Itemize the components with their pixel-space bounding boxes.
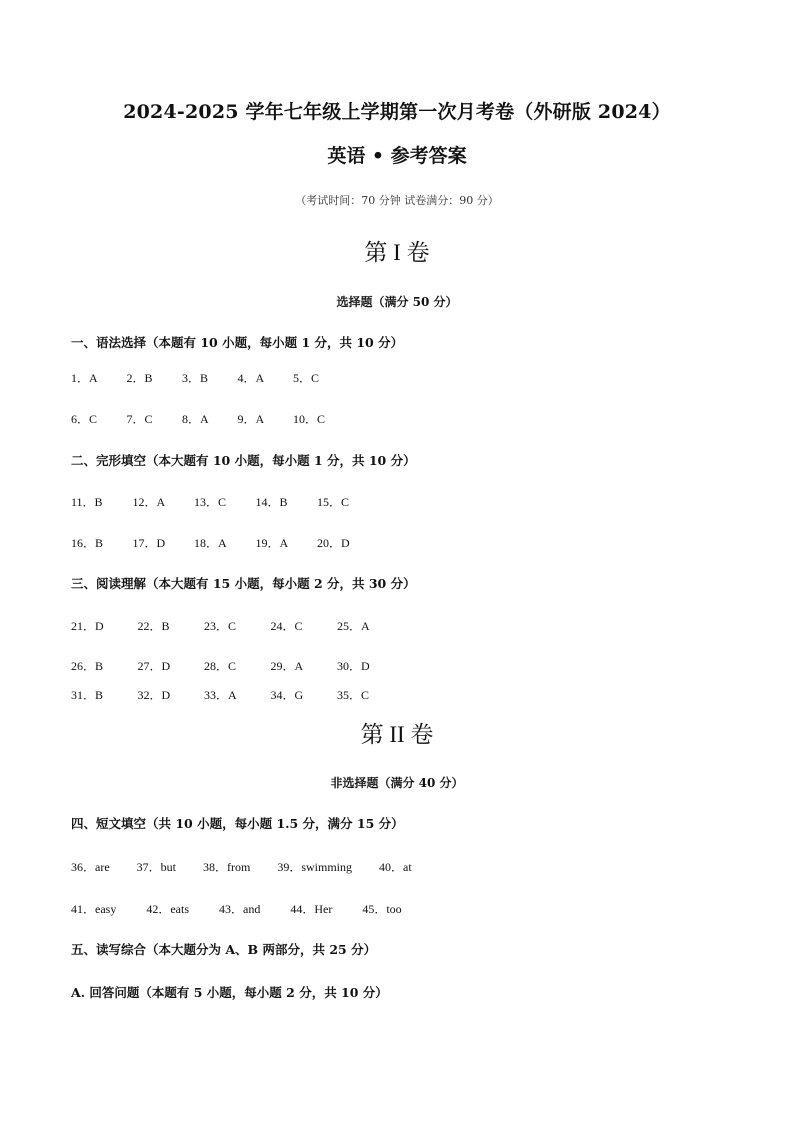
answer-item: 27．D — [137, 659, 171, 673]
answer-item: 15．C — [317, 495, 350, 509]
answer-item: 31．B — [71, 688, 104, 702]
answer-item: 41．easy — [71, 902, 117, 916]
volume-2-section-title: 非选择题（满分 40 分） — [330, 776, 464, 790]
answer-item: 17．D — [132, 536, 166, 550]
answer-item: 22．B — [137, 619, 170, 633]
answer-item: 10．C — [293, 412, 326, 426]
part-5a-title: A. 回答问题（本题有 5 小题，每小题 2 分，共 10 分） — [71, 985, 388, 1000]
answer-row — [71, 657, 404, 674]
answer-item: 43．and — [219, 902, 261, 916]
answer-item: 35．C — [337, 688, 370, 702]
exam-info: （考试时间：70 分钟 试卷满分：90 分） — [295, 194, 499, 207]
answer-item: 42．eats — [146, 902, 189, 916]
answer-item: 2．B — [126, 371, 153, 385]
part-5-title: 五、读写综合（本大题分为 A、B 两部分，共 25 分） — [71, 942, 377, 957]
answer-row — [71, 369, 349, 386]
answer-item: 19．A — [255, 536, 289, 550]
answer-item: 3．B — [182, 371, 209, 385]
answer-item: 28．C — [204, 659, 237, 673]
document-subtitle: 英语 • 参考答案 — [327, 145, 467, 167]
answer-item: 21．D — [71, 619, 104, 633]
answer-item: 1．A — [71, 371, 98, 385]
answer-item: 12．A — [132, 495, 166, 509]
answer-item: 7．C — [126, 412, 153, 426]
answer-item: 4．A — [237, 371, 265, 385]
answer-item: 13．C — [194, 495, 227, 509]
answer-item: 18．A — [194, 536, 227, 550]
answer-item: 9．A — [237, 412, 265, 426]
answer-row — [71, 534, 379, 551]
answer-item: 36．are — [71, 860, 110, 874]
answer-item: 26．B — [71, 659, 104, 673]
answer-item: 29．A — [270, 659, 304, 673]
answer-item: 16．B — [71, 536, 104, 550]
volume-1-section-title: 选择题（满分 50 分） — [336, 295, 458, 309]
answer-item: 8．A — [182, 412, 209, 426]
answer-item: 33．A — [204, 688, 237, 702]
answer-row — [71, 493, 379, 510]
part-3-title: 三、阅读理解（本大题有 15 小题，每小题 2 分，共 30 分） — [71, 576, 416, 591]
part-4-title: 四、短文填空（共 10 小题，每小题 1.5 分，满分 15 分） — [71, 816, 404, 831]
document-title: 2024-2025 学年七年级上学期第一次月考卷（外研版 2024） — [123, 101, 671, 123]
answer-item: 24．C — [270, 619, 303, 633]
answer-item: 45．too — [362, 902, 402, 916]
part-1-title: 一、语法选择（本题有 10 小题，每小题 1 分，共 10 分） — [71, 335, 404, 350]
answer-item: 23．C — [204, 619, 237, 633]
answer-item: 25．A — [337, 619, 370, 633]
answer-item: 30．D — [337, 659, 370, 673]
answer-item: 38．from — [203, 860, 251, 874]
answer-item: 44．Her — [290, 902, 333, 916]
answer-item: 11．B — [71, 495, 103, 509]
answer-item: 6．C — [71, 412, 98, 426]
answer-row — [71, 686, 404, 703]
volume-2-heading: 第 II 卷 — [360, 722, 434, 747]
volume-1-heading: 第 I 卷 — [364, 240, 430, 265]
answer-item: 14．B — [255, 495, 288, 509]
part-2-title: 二、完形填空（本大题有 10 小题，每小题 1 分，共 10 分） — [71, 453, 416, 468]
answer-item: 40．at — [379, 860, 412, 874]
answer-row — [71, 900, 432, 917]
answer-item: 37．but — [136, 860, 176, 874]
answer-item: 32．D — [137, 688, 171, 702]
answer-item: 5．C — [293, 371, 320, 385]
answer-row — [71, 858, 439, 875]
answer-item: 34．G — [270, 688, 304, 702]
answer-item: 20．D — [317, 536, 350, 550]
answer-row — [71, 617, 404, 634]
answer-item: 39．swimming — [277, 860, 353, 874]
answer-row — [71, 410, 349, 427]
